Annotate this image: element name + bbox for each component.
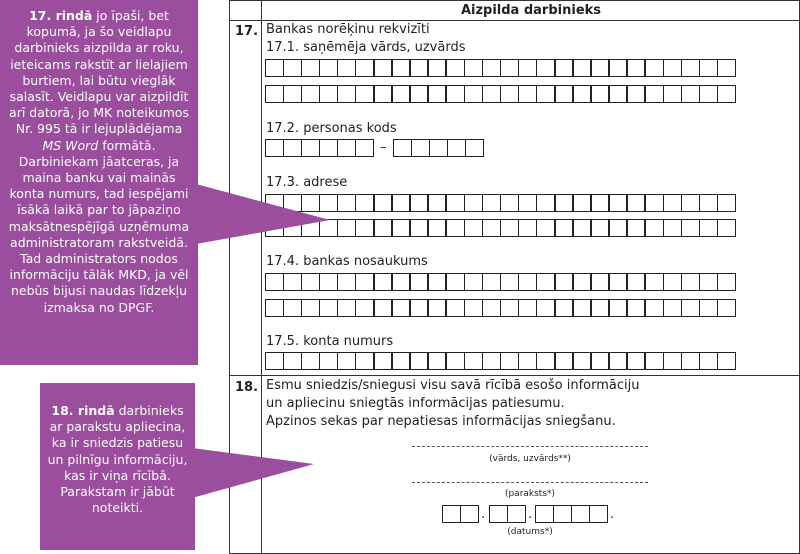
name-signature-line[interactable] — [412, 446, 648, 447]
character-box[interactable] — [355, 219, 374, 237]
callout-row-17 — [0, 0, 198, 365]
character-box[interactable] — [446, 299, 465, 317]
callout-1-line: Darbiniekam jāatceras, ja — [18, 153, 180, 169]
field-17-1-boxes-line2[interactable] — [265, 85, 736, 103]
character-box[interactable] — [518, 85, 537, 103]
callout-1-line: nebūs bijusi naudas līdzekļu — [10, 283, 188, 299]
character-box[interactable] — [374, 194, 393, 212]
character-box[interactable] — [518, 59, 537, 77]
personal-code-part2[interactable] — [393, 139, 484, 157]
header-bottom-border — [229, 20, 800, 21]
character-box[interactable] — [482, 219, 501, 237]
date-caption: (datums*) — [507, 527, 553, 537]
character-box[interactable] — [645, 59, 664, 77]
character-box[interactable] — [446, 273, 465, 291]
character-box[interactable] — [717, 273, 736, 291]
callout-1-line: ieteicams rakstīt ar lielajiem — [10, 56, 188, 72]
callout-2-line: ka ir sniedzis patiesu — [51, 435, 184, 451]
callout-1-line: konta numurs, tad iespējami — [9, 186, 189, 202]
character-box[interactable] — [301, 352, 320, 370]
character-box[interactable] — [337, 273, 356, 291]
personal-code-part1[interactable] — [265, 139, 374, 157]
character-box[interactable] — [555, 273, 574, 291]
character-box[interactable] — [627, 273, 646, 291]
character-box[interactable] — [518, 273, 537, 291]
character-box[interactable] — [591, 85, 610, 103]
character-box[interactable] — [609, 219, 628, 237]
character-box[interactable] — [555, 352, 574, 370]
character-box[interactable] — [699, 299, 718, 317]
character-box[interactable] — [591, 273, 610, 291]
character-box[interactable] — [319, 352, 338, 370]
character-box[interactable] — [410, 85, 429, 103]
character-box[interactable] — [518, 219, 537, 237]
character-box[interactable] — [464, 59, 483, 77]
character-box[interactable] — [500, 299, 519, 317]
character-box[interactable] — [283, 59, 302, 77]
field-17-1-label: 17.1. saņēmēja vārds, uzvārds — [266, 40, 466, 55]
character-box[interactable] — [429, 139, 448, 157]
character-box[interactable] — [392, 85, 411, 103]
callout-1-line: informāciju tālāk MKD, ja vēl — [9, 267, 189, 283]
callout-1-bold: 17. rindā — [29, 8, 93, 23]
character-box[interactable] — [410, 219, 429, 237]
character-box[interactable] — [500, 59, 519, 77]
character-box[interactable] — [283, 85, 302, 103]
character-box[interactable] — [591, 59, 610, 77]
character-box[interactable] — [464, 194, 483, 212]
character-box[interactable] — [337, 139, 356, 157]
character-box[interactable] — [589, 505, 608, 523]
character-box[interactable] — [535, 505, 554, 523]
character-box[interactable] — [500, 352, 519, 370]
character-box[interactable] — [301, 85, 320, 103]
character-box[interactable] — [337, 85, 356, 103]
character-box[interactable] — [663, 219, 682, 237]
character-box[interactable] — [265, 85, 284, 103]
character-box[interactable] — [283, 352, 302, 370]
character-box[interactable] — [573, 219, 592, 237]
character-box[interactable] — [355, 139, 374, 157]
character-box[interactable] — [645, 194, 664, 212]
character-box[interactable] — [681, 59, 700, 77]
character-box[interactable] — [555, 194, 574, 212]
character-box[interactable] — [681, 352, 700, 370]
character-box[interactable] — [428, 273, 447, 291]
character-box[interactable] — [536, 59, 555, 77]
field-17-2-label: 17.2. personas kods — [266, 121, 397, 136]
character-box[interactable] — [717, 352, 736, 370]
character-box[interactable] — [446, 59, 465, 77]
callout-2-line: un pilnīgu informāciju, — [47, 451, 188, 467]
character-box[interactable] — [627, 194, 646, 212]
character-box[interactable] — [609, 273, 628, 291]
character-box[interactable] — [717, 219, 736, 237]
callout-1-l1: jo īpaši, bet — [92, 8, 169, 23]
character-box[interactable] — [410, 352, 429, 370]
character-box[interactable] — [337, 194, 356, 212]
character-box[interactable] — [627, 85, 646, 103]
character-box[interactable] — [482, 352, 501, 370]
character-box[interactable] — [553, 505, 572, 523]
signature-line[interactable] — [412, 482, 648, 483]
character-box[interactable] — [283, 299, 302, 317]
name-caption: (vārds, uzvārds**) — [489, 454, 571, 464]
callout-1-line: salasīt. Veidlapu var aizpildīt — [9, 89, 189, 105]
callout-2-line: ar parakstu apliecina, — [49, 419, 186, 435]
character-box[interactable] — [645, 219, 664, 237]
character-box[interactable] — [392, 59, 411, 77]
character-box[interactable] — [355, 85, 374, 103]
character-box[interactable] — [573, 299, 592, 317]
row-18-line-2: un apliecinu sniegtās informācijas patiesumu. — [266, 396, 565, 411]
callout-1-line: burtiem, lai būtu vieglāk — [22, 72, 176, 88]
character-box[interactable] — [609, 299, 628, 317]
character-box[interactable] — [374, 85, 393, 103]
character-box[interactable] — [392, 273, 411, 291]
character-box[interactable] — [442, 505, 461, 523]
row-18-number: 18. — [235, 380, 259, 395]
character-box[interactable] — [573, 85, 592, 103]
character-box[interactable] — [663, 273, 682, 291]
character-box[interactable] — [500, 219, 519, 237]
character-box[interactable] — [555, 299, 574, 317]
character-box[interactable] — [301, 139, 320, 157]
date-month-boxes[interactable] — [489, 505, 526, 523]
character-box[interactable] — [663, 59, 682, 77]
character-box[interactable] — [663, 299, 682, 317]
callout-1-after-italic: formātā. — [98, 137, 156, 153]
character-box[interactable] — [355, 273, 374, 291]
character-box[interactable] — [428, 352, 447, 370]
field-17-4-boxes-line1[interactable] — [265, 273, 736, 291]
character-box[interactable] — [319, 273, 338, 291]
character-box[interactable] — [518, 299, 537, 317]
character-box[interactable] — [609, 352, 628, 370]
character-box[interactable] — [627, 219, 646, 237]
character-box[interactable] — [355, 59, 374, 77]
character-box[interactable] — [410, 273, 429, 291]
callout-row-18 — [40, 383, 195, 550]
character-box[interactable] — [591, 194, 610, 212]
character-box[interactable] — [482, 299, 501, 317]
character-box[interactable] — [392, 194, 411, 212]
character-box[interactable] — [500, 194, 519, 212]
date-dot-3: . — [610, 507, 615, 522]
character-box[interactable] — [446, 219, 465, 237]
character-box[interactable] — [573, 273, 592, 291]
character-box[interactable] — [500, 273, 519, 291]
character-box[interactable] — [464, 219, 483, 237]
character-box[interactable] — [355, 299, 374, 317]
character-box[interactable] — [645, 273, 664, 291]
callout-1-line: izmaksa no DPGF. — [43, 299, 155, 315]
character-box[interactable] — [337, 352, 356, 370]
character-box[interactable] — [464, 352, 483, 370]
callout-2-l1: darbinieks — [114, 403, 184, 418]
character-box[interactable] — [518, 194, 537, 212]
character-box[interactable] — [337, 299, 356, 317]
character-box[interactable] — [663, 194, 682, 212]
character-box[interactable] — [681, 85, 700, 103]
field-17-5-boxes[interactable] — [265, 352, 736, 370]
field-17-3-label: 17.3. adrese — [266, 175, 348, 190]
character-box[interactable] — [699, 219, 718, 237]
character-box[interactable] — [482, 273, 501, 291]
character-box[interactable] — [573, 59, 592, 77]
row-18-line-3: Apzinos sekas par nepatiesas informācijas sniegšanu. — [266, 414, 616, 429]
callout-2-bold: 18. rindā — [51, 403, 115, 418]
character-box[interactable] — [571, 505, 590, 523]
character-box[interactable] — [489, 505, 508, 523]
character-box[interactable] — [355, 194, 374, 212]
character-box[interactable] — [518, 352, 537, 370]
character-box[interactable] — [464, 273, 483, 291]
callout-1-pointer — [196, 180, 336, 260]
character-box[interactable] — [717, 194, 736, 212]
character-box[interactable] — [464, 85, 483, 103]
character-box[interactable] — [699, 85, 718, 103]
character-box[interactable] — [555, 59, 574, 77]
character-box[interactable] — [374, 299, 393, 317]
character-box[interactable] — [393, 139, 412, 157]
row-divider — [229, 375, 800, 376]
character-box[interactable] — [699, 352, 718, 370]
character-box[interactable] — [536, 194, 555, 212]
date-dot-2: . — [528, 507, 533, 522]
row-17-number: 17. — [235, 24, 259, 39]
character-box[interactable] — [428, 219, 447, 237]
character-box[interactable] — [536, 219, 555, 237]
character-box[interactable] — [265, 139, 284, 157]
character-box[interactable] — [536, 273, 555, 291]
character-box[interactable] — [645, 299, 664, 317]
character-box[interactable] — [482, 194, 501, 212]
character-box[interactable] — [573, 352, 592, 370]
character-box[interactable] — [265, 299, 284, 317]
character-box[interactable] — [699, 273, 718, 291]
character-box[interactable] — [536, 85, 555, 103]
character-box[interactable] — [482, 59, 501, 77]
character-box[interactable] — [645, 85, 664, 103]
character-box[interactable] — [428, 85, 447, 103]
callout-1-line: darbinieks aizpilda ar roku, — [14, 40, 184, 56]
character-box[interactable] — [663, 85, 682, 103]
character-box[interactable] — [301, 273, 320, 291]
callout-1-line: maina banku vai mainās — [22, 170, 176, 186]
character-box[interactable] — [446, 352, 465, 370]
character-box[interactable] — [410, 59, 429, 77]
header-title: Aizpilda darbinieks — [460, 3, 602, 18]
character-box[interactable] — [609, 85, 628, 103]
character-box[interactable] — [265, 352, 284, 370]
row-17-title: Bankas norēķinu rekvizīti — [266, 22, 430, 37]
signature-caption: (paraksts*) — [504, 489, 556, 499]
table-top-border — [229, 0, 800, 1]
character-box[interactable] — [609, 194, 628, 212]
character-box[interactable] — [555, 219, 574, 237]
character-box[interactable] — [265, 273, 284, 291]
character-box[interactable] — [699, 194, 718, 212]
character-box[interactable] — [392, 299, 411, 317]
date-day-boxes[interactable] — [442, 505, 479, 523]
character-box[interactable] — [319, 85, 338, 103]
character-box[interactable] — [627, 59, 646, 77]
field-17-4-boxes-line2[interactable] — [265, 299, 736, 317]
character-box[interactable] — [374, 219, 393, 237]
character-box[interactable] — [301, 299, 320, 317]
field-17-5-label: 17.5. konta numurs — [266, 334, 394, 349]
date-dot-1: . — [481, 507, 486, 522]
character-box[interactable] — [319, 59, 338, 77]
character-box[interactable] — [374, 273, 393, 291]
character-box[interactable] — [500, 85, 519, 103]
personal-code-dash: – — [380, 140, 387, 155]
row-18-line-1: Esmu sniedzis/sniegusi visu savā rīcībā esošo informāciju — [266, 378, 640, 393]
character-box[interactable] — [337, 59, 356, 77]
character-box[interactable] — [609, 59, 628, 77]
character-box[interactable] — [446, 194, 465, 212]
callout-2-line: kas ir viņa rīcībā. — [64, 467, 171, 483]
character-box[interactable] — [717, 85, 736, 103]
character-box[interactable] — [681, 219, 700, 237]
callout-2-line: noteikti. — [91, 500, 144, 516]
character-box[interactable] — [507, 505, 526, 523]
callout-2-line: Parakstam ir jābūt — [60, 484, 175, 500]
character-box[interactable] — [536, 352, 555, 370]
character-box[interactable] — [460, 505, 479, 523]
character-box[interactable] — [446, 85, 465, 103]
character-box[interactable] — [392, 219, 411, 237]
character-box[interactable] — [536, 299, 555, 317]
character-box[interactable] — [699, 59, 718, 77]
character-box[interactable] — [265, 59, 284, 77]
character-box[interactable] — [301, 59, 320, 77]
character-box[interactable] — [428, 59, 447, 77]
character-box[interactable] — [355, 352, 374, 370]
callout-2-pointer — [192, 440, 332, 510]
character-box[interactable] — [428, 299, 447, 317]
callout-1-line: Nr. 995 tā ir lejuplādējama — [15, 121, 183, 137]
callout-1-line: kopumā, ja šo veidlapu — [26, 24, 172, 40]
character-box[interactable] — [319, 139, 338, 157]
character-box[interactable] — [555, 85, 574, 103]
callout-1-italic: MS Word — [42, 137, 99, 153]
callout-1-line: īsākā laikā par to jāpaziņo — [17, 202, 181, 218]
character-box[interactable] — [591, 219, 610, 237]
character-box[interactable] — [681, 299, 700, 317]
character-box[interactable] — [482, 85, 501, 103]
callout-1-line: administratoram rakstveidā. — [10, 234, 188, 250]
field-17-1-boxes-line1[interactable] — [265, 59, 736, 77]
character-box[interactable] — [374, 352, 393, 370]
character-box[interactable] — [464, 299, 483, 317]
character-box[interactable] — [410, 194, 429, 212]
character-box[interactable] — [573, 194, 592, 212]
character-box[interactable] — [591, 299, 610, 317]
character-box[interactable] — [681, 194, 700, 212]
character-box[interactable] — [283, 139, 302, 157]
character-box[interactable] — [428, 194, 447, 212]
character-box[interactable] — [465, 139, 484, 157]
callout-1-line: maksātnespējīgā uzņēmuma — [8, 218, 190, 234]
character-box[interactable] — [645, 352, 664, 370]
character-box[interactable] — [283, 273, 302, 291]
callout-1-line: Tad administrators nodos — [20, 251, 178, 267]
character-box[interactable] — [410, 299, 429, 317]
character-box[interactable] — [663, 352, 682, 370]
field-17-4-label: 17.4. bankas nosaukums — [266, 254, 428, 269]
character-box[interactable] — [337, 219, 356, 237]
character-box[interactable] — [374, 59, 393, 77]
character-box[interactable] — [319, 299, 338, 317]
character-box[interactable] — [717, 299, 736, 317]
callout-1-line: arī datorā, jo MK noteikumos — [9, 105, 189, 121]
character-box[interactable] — [627, 352, 646, 370]
character-box[interactable] — [627, 299, 646, 317]
date-year-boxes[interactable] — [535, 505, 608, 523]
character-box[interactable] — [392, 352, 411, 370]
character-box[interactable] — [411, 139, 430, 157]
character-box[interactable] — [681, 273, 700, 291]
character-box[interactable] — [447, 139, 466, 157]
character-box[interactable] — [591, 352, 610, 370]
character-box[interactable] — [717, 59, 736, 77]
